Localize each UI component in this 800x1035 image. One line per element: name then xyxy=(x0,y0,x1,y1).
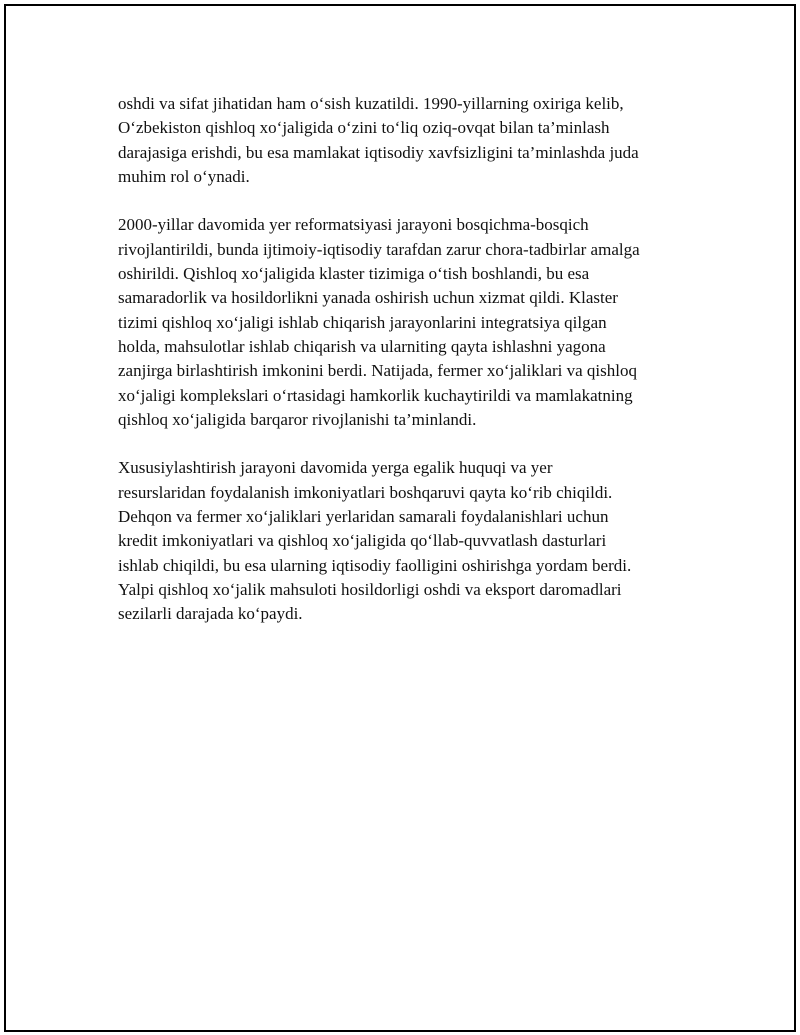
paragraph-3 xyxy=(118,456,688,626)
text-line: sezilarli darajada ko‘paydi. xyxy=(118,604,303,624)
text-line: oshdi va sifat jihatidan ham o‘sish kuzatildi. 1990-yillarning oxiriga kelib, xyxy=(118,94,624,113)
document-body xyxy=(118,92,688,651)
text-line: rivojlantirildi, bunda ijtimoiy-iqtisodiy tarafdan zarur chora-tadbirlar amalga xyxy=(118,239,640,259)
text-line: 2000-yillar davomida yer reformatsiyasi jarayoni bosqichma-bosqich xyxy=(118,215,589,235)
text-line: zanjirga birlashtirish imkonini berdi. Natijada, fermer xo‘jaliklari va qishloq xyxy=(118,361,637,381)
text-line: holda, mahsulotlar ishlab chiqarish va ularniting qayta ishlashni yagona xyxy=(118,336,606,356)
text-line: Yalpi qishloq xo‘jalik mahsuloti hosildorligi oshdi va eksport daromadlari xyxy=(118,579,622,599)
text-line: oshirildi. Qishloq xo‘jaligida klaster tizimiga o‘tish boshlandi, bu esa xyxy=(118,264,590,284)
text-line: samaradorlik va hosildorlikni yanada oshirish uchun xizmat qildi. Klaster xyxy=(118,288,618,308)
text-line: O‘zbekiston qishloq xo‘jaligida o‘zini to‘liq oziq-ovqat bilan ta’minlash xyxy=(118,118,610,138)
text-line: kredit imkoniyatlari va qishloq xo‘jaligida qo‘llab-quvvatlash dasturlari xyxy=(118,531,607,551)
text-line: ishlab chiqildi, bu esa ularning iqtisodiy faolligini oshirishga yordam berdi. xyxy=(118,555,632,575)
paragraph-1 xyxy=(118,92,688,189)
text-line: Xususiylashtirish jarayoni davomida yerga egalik huquqi va yer xyxy=(118,458,553,478)
text-line: Dehqon va fermer xo‘jaliklari yerlaridan samarali foydalanishlari uchun xyxy=(118,507,609,527)
text-line: tizimi qishloq xo‘jaligi ishlab chiqarish jarayonlarini integratsiya qilgan xyxy=(118,312,607,332)
text-line: xo‘jaligi komplekslari o‘rtasidagi hamkorlik kuchaytirildi va mamlakatning xyxy=(118,385,633,405)
text-line: muhim rol o‘ynadi. xyxy=(118,166,250,186)
text-line: resurslaridan foydalanish imkoniyatlari boshqaruvi qayta ko‘rib chiqildi. xyxy=(118,482,613,502)
text-line: qishloq xo‘jaligida barqaror rivojlanishi ta’minlandi. xyxy=(118,409,477,429)
paragraph-2 xyxy=(118,213,688,432)
text-line: darajasigа erishdi, bu esa mamlakat iqtisodiy xavfsizligini ta’minlashda juda xyxy=(118,142,639,162)
